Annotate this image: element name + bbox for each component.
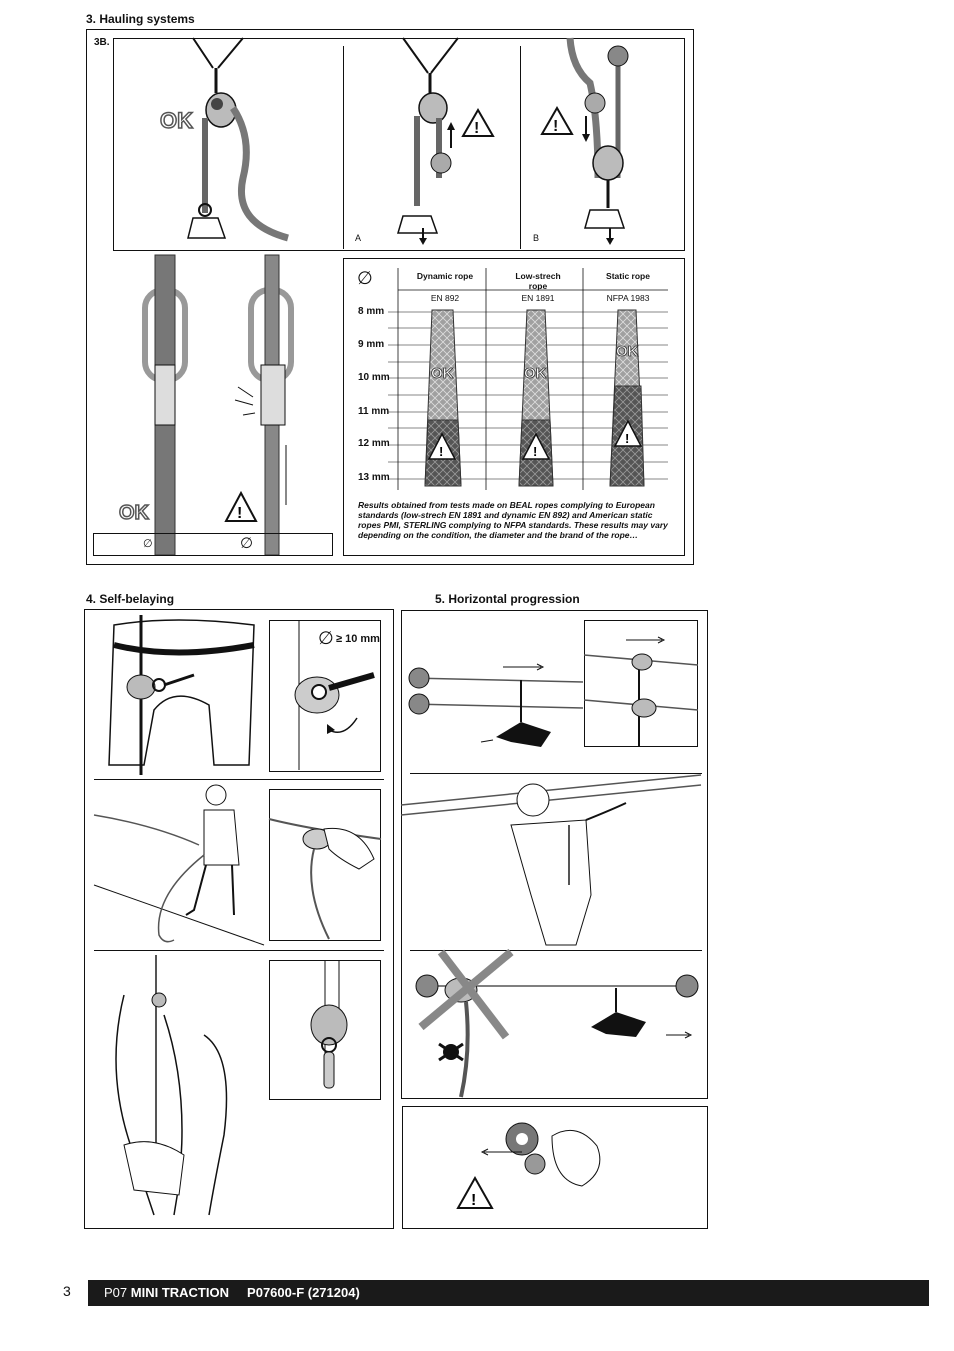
std-dynamic: EN 892 <box>430 293 460 303</box>
col-header-dynamic: Dynamic rope <box>416 271 474 281</box>
pulley-detail-illustration <box>269 960 381 1100</box>
col-header-static: Static rope <box>606 271 650 281</box>
traverse-detail-illustration <box>584 620 698 747</box>
harness-illustration <box>94 615 264 775</box>
svg-text:!: ! <box>533 444 538 459</box>
footer-bar <box>88 1280 929 1306</box>
svg-text:!: ! <box>474 120 480 137</box>
svg-text:OK: OK <box>524 365 547 382</box>
svg-text:OK: OK <box>119 502 149 524</box>
label-a: A <box>355 233 362 243</box>
col-header-low-stretch: Low-strech rope <box>515 271 561 291</box>
svg-text:OK: OK <box>616 343 639 360</box>
panel-label-3b: 3B. <box>94 37 110 48</box>
diameter-11mm: 11 mm <box>358 406 390 417</box>
label-b: B <box>533 233 540 243</box>
caution-illustration <box>402 1106 708 1229</box>
svg-text:OK: OK <box>431 365 454 382</box>
page-number: 3 <box>63 1283 71 1299</box>
table-note: Results obtained from tests made on BEAL ropes complying to European standards (low-strech EN 1891 and dynamic EN 892) and American static ropes PMI, STERLING complying to NFPA standards. These results may vary depending on the condition, the diameter and the brand of the rope… <box>358 500 668 540</box>
diameter-icon: ∅ <box>318 628 334 648</box>
hand-cam-illustration <box>269 789 381 941</box>
svg-text:!: ! <box>553 118 559 135</box>
divider <box>94 950 384 951</box>
diameter-8mm: 8 mm <box>358 306 385 317</box>
rigging-illustration <box>401 775 708 948</box>
std-low-stretch: EN 1891 <box>521 293 555 303</box>
section-3-title: 3. Hauling systems <box>86 12 195 26</box>
divider <box>410 773 702 774</box>
diameter-bar <box>93 533 333 556</box>
hauling-illustration-a <box>343 38 520 251</box>
diameter-9mm: 9 mm <box>358 339 385 350</box>
section-5-title: 5. Horizontal progression <box>435 592 580 606</box>
product-name: MINI TRACTION <box>130 1285 229 1300</box>
diameter-13mm: 13 mm <box>358 472 390 483</box>
danger-illustration <box>401 952 708 1097</box>
min-diameter-label: ≥ 10 mm <box>336 633 380 645</box>
document-reference: P07600-F (271204) <box>247 1285 360 1300</box>
diameter-icon: ∅ <box>357 268 373 288</box>
section-4-title: 4. Self-belaying <box>86 592 175 606</box>
std-static: NFPA 1983 <box>606 293 650 303</box>
climber-slope-illustration <box>94 785 264 947</box>
divider <box>94 779 384 780</box>
svg-text:OK: OK <box>160 108 193 133</box>
svg-text:!: ! <box>471 1192 477 1209</box>
rope-diameter-illustration <box>93 255 333 555</box>
svg-text:!: ! <box>625 431 630 446</box>
svg-text:!: ! <box>237 505 243 522</box>
product-code: P07 <box>104 1285 128 1300</box>
divider <box>410 950 702 951</box>
cam-detail-illustration <box>269 620 381 772</box>
diameter-symbol-large: ∅ <box>240 535 254 552</box>
diameter-12mm: 12 mm <box>358 438 390 449</box>
climber-ascending-illustration <box>94 955 264 1225</box>
hauling-illustration-b <box>520 38 685 251</box>
diameter-10mm: 10 mm <box>358 372 390 383</box>
svg-text:!: ! <box>439 444 444 459</box>
ok-stamp <box>160 108 194 132</box>
diameter-symbol-small: ∅ <box>143 538 153 550</box>
